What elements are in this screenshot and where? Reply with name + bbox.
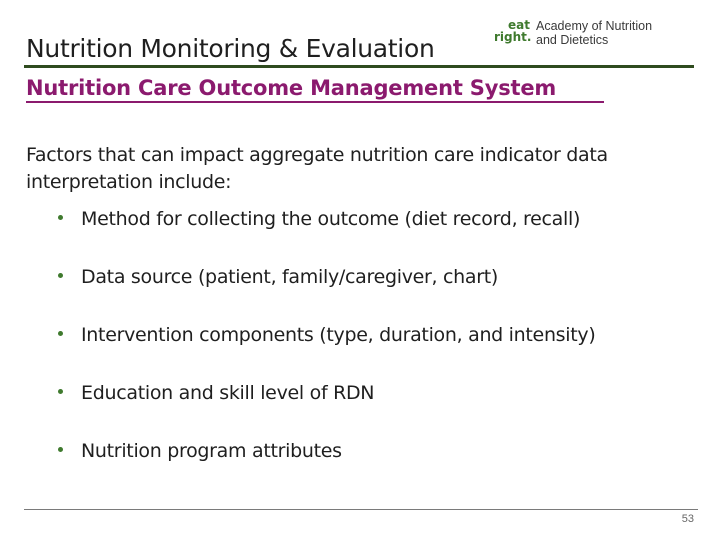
bullet-icon [58,331,63,336]
academy-logo [494,18,653,49]
bullet-icon [58,273,63,278]
list-item-text: Education and skill level of RDN [81,382,375,404]
title-divider [24,65,694,68]
logo-mark-line1: eat [508,18,530,32]
list-item [58,324,595,346]
slide-subtitle: Nutrition Care Outcome Management System [26,76,557,100]
footer-divider [24,509,698,510]
list-item-text: Nutrition program attributes [81,440,342,462]
slide-title: Nutrition Monitoring & Evaluation [26,34,435,63]
logo-text [536,19,652,47]
logo-mark-line2: right. [494,30,532,44]
subtitle-underline [26,101,604,103]
bullet-icon [58,215,63,220]
logo-text-line1: Academy of Nutrition [536,19,653,33]
list-item-text: Data source (patient, family/caregiver, chart) [81,266,499,288]
list-item [58,382,374,404]
list-item [58,440,342,462]
intro-text: Factors that can impact aggregate nutrition care indicator data interpretation include: [26,144,608,193]
logo-text-line2: and Dietetics [536,33,609,47]
page-number: 53 [681,513,694,525]
list-item-text: Intervention components (type, duration, and intensity) [81,324,596,346]
bullet-icon [58,447,63,452]
list-item-text: Method for collecting the outcome (diet record, recall) [81,208,581,230]
eat-right-logo-mark [494,19,530,47]
list-item [58,266,498,288]
bullet-icon [58,389,63,394]
list-item [58,208,580,230]
